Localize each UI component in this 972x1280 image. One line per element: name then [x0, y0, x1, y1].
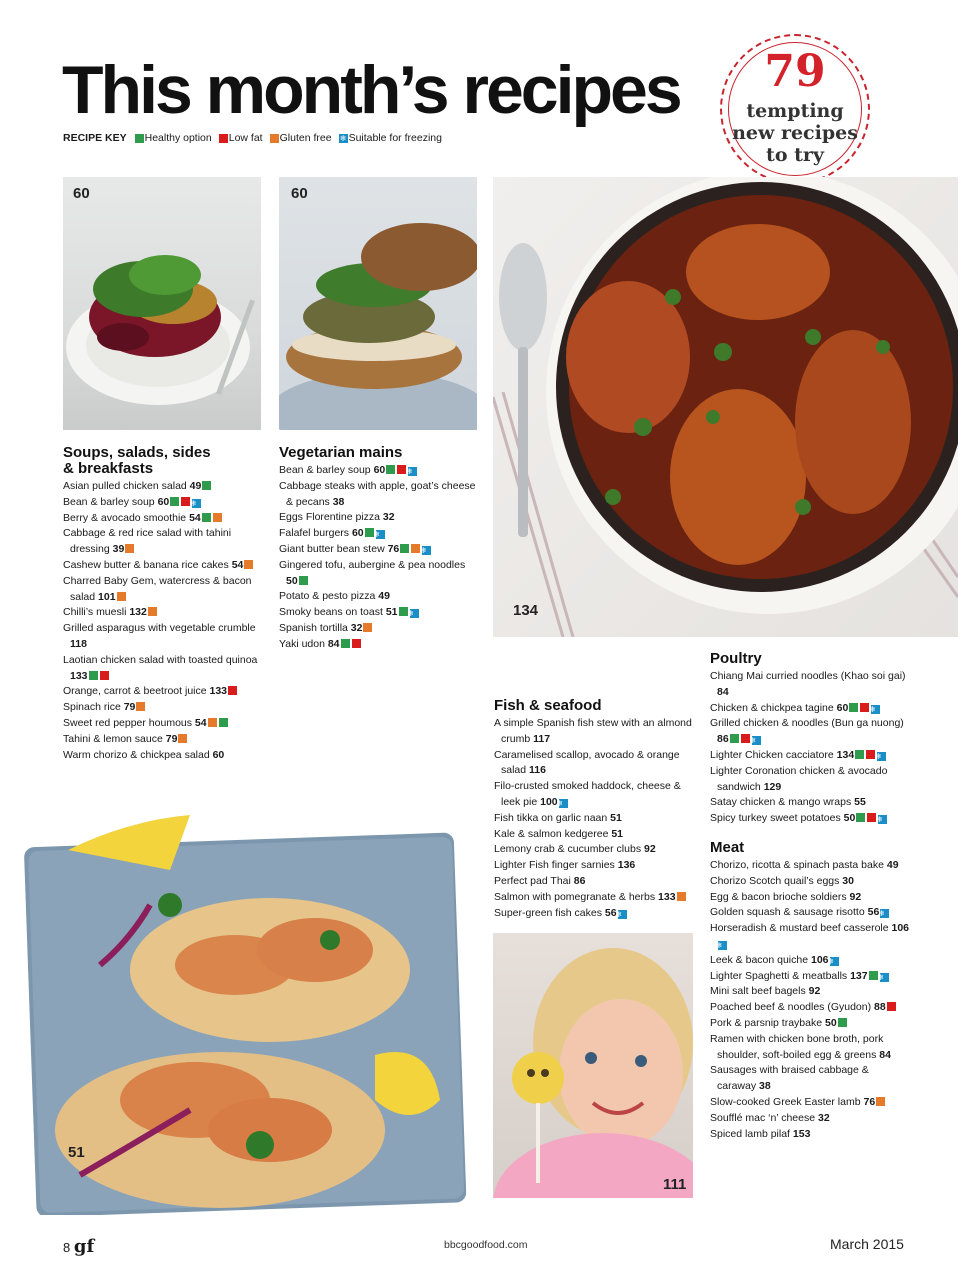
section-title: Poultry [710, 650, 762, 667]
recipe-item: Filo-crusted smoked haddock, cheese & leek pie 100❄ [494, 780, 681, 808]
green-square-icon [135, 134, 144, 143]
salad-photo [63, 177, 261, 430]
recipe-page: 30 [842, 874, 854, 887]
recipe-page: 84 [327, 637, 340, 650]
green-square-icon [730, 734, 739, 743]
girl-lollipop-photo [493, 933, 693, 1198]
recipe-page: 32 [350, 621, 363, 634]
green-square-icon [202, 481, 211, 490]
footer-date: March 2015 [830, 1236, 904, 1252]
recipe-page: 50 [843, 812, 856, 825]
recipe-page: 38 [759, 1080, 771, 1093]
snowflake-icon: ❄ [718, 941, 727, 950]
orange-square-icon [677, 892, 686, 901]
recipe-item: Cabbage & red rice salad with tahini dressing 39 [63, 527, 232, 556]
recipe-page: 38 [332, 495, 345, 508]
recipe-page: 50 [824, 1016, 837, 1029]
burger-photo [279, 177, 477, 430]
recipe-item: Pork & parsnip traybake 50 [710, 1016, 910, 1032]
green-square-icon [365, 528, 374, 537]
red-square-icon [887, 1002, 896, 1011]
recipe-item: Lemony crab & cucumber clubs 92 [494, 843, 656, 856]
recipe-item: Kale & salmon kedgeree 51 [494, 827, 624, 840]
recipe-page: 54 [231, 558, 244, 571]
recipe-item: Grilled chicken & noodles (Bun ga nuong) 86 ❄ [710, 717, 904, 746]
recipe-item: Golden squash & sausage risotto 56❄ [710, 905, 910, 921]
recipe-item: Yaki udon 84 [279, 637, 479, 653]
recipe-item: Charred Baby Gem, watercress & bacon salad 101 [63, 574, 252, 603]
recipe-item: Cashew butter & banana rice cakes 54 [63, 558, 263, 574]
green-square-icon [341, 639, 350, 648]
recipe-page: 79 [165, 732, 178, 745]
green-square-icon [399, 607, 408, 616]
recipe-page: 60 [373, 464, 386, 476]
recipe-page: 101 [98, 590, 116, 603]
recipe-item: Mini salt beef bagels 92 [710, 985, 821, 998]
recipe-item: Ramen with chicken bone broth, pork shoulder, soft-boiled egg & greens 84 [710, 1032, 891, 1061]
recipe-page: 49 [886, 859, 899, 871]
recipe-item: Spicy turkey sweet potatoes 50 ❄ [710, 811, 910, 827]
recipe-page: 153 [792, 1127, 811, 1140]
red-square-icon [352, 639, 361, 648]
section-poultry [710, 651, 910, 827]
green-square-icon [849, 703, 858, 712]
recipe-item: Chorizo, ricotta & spinach pasta bake 49 [710, 859, 899, 871]
recipe-page: 60 [836, 701, 849, 714]
recipe-page: 92 [643, 843, 656, 856]
snowflake-icon: ❄ [339, 133, 347, 143]
key-low-fat: Low fat [218, 132, 263, 144]
recipe-page: 118 [70, 637, 87, 650]
recipe-page: 39 [112, 543, 125, 556]
recipe-item: Lighter Fish finger sarnies 136 [494, 859, 636, 872]
orange-square-icon [117, 592, 126, 601]
seal-number: 79 [764, 46, 826, 97]
orange-square-icon [363, 623, 372, 632]
green-square-icon [869, 971, 878, 980]
recipe-item: Bean & barley soup 60 ❄ [279, 463, 479, 479]
orange-square-icon [411, 544, 420, 553]
recipe-page: 60 [351, 527, 364, 540]
section-title: Soups, salads, sides & breakfasts [63, 444, 211, 477]
recipe-page: 106 [891, 922, 910, 935]
recipe-page: 54 [194, 716, 207, 729]
orange-square-icon [125, 544, 134, 553]
green-square-icon [170, 497, 179, 506]
snowflake-icon: ❄ [192, 499, 201, 508]
section-vegetarian-mains [279, 445, 479, 653]
recipe-item: Falafel burgers 60 ❄ [279, 526, 479, 542]
recipe-page: 55 [854, 796, 866, 809]
recipe-item: Eggs Florentine pizza 32 [279, 511, 395, 524]
recipe-item: Gingered tofu, aubergine & pea noodles 50 [279, 558, 466, 587]
recipe-page: 84 [879, 1048, 891, 1061]
recipe-page: 86 [717, 733, 729, 746]
recipe-item: Caramelised scallop, avocado & orange salad 116 [494, 748, 680, 777]
fish-tikka-photo [20, 800, 468, 1215]
recipe-item: Chorizo Scotch quail’s eggs 30 [710, 874, 854, 887]
photo-page-number: 51 [68, 1144, 85, 1161]
snowflake-icon: ❄ [871, 705, 880, 714]
snowflake-icon: ❄ [422, 546, 431, 555]
orange-square-icon [136, 702, 145, 711]
recipe-page: 76 [387, 542, 400, 555]
snowflake-icon: ❄ [559, 799, 568, 808]
recipe-item: Grilled asparagus with vegetable crumble 118 [63, 622, 256, 650]
recipe-item: Super-green fish cakes 56❄ [494, 906, 694, 922]
recipe-page: 32 [817, 1111, 830, 1124]
recipe-page: 51 [610, 811, 622, 824]
snowflake-icon: ❄ [830, 957, 839, 966]
footer-page-number: 8 gf [63, 1236, 95, 1257]
green-square-icon [386, 465, 395, 474]
recipe-item: Satay chicken & mango wraps 55 [710, 796, 866, 809]
recipe-item: Fish tikka on garlic naan 51 [494, 811, 622, 824]
goodfood-logo: gf [73, 1236, 95, 1257]
recipe-count-seal [720, 34, 870, 184]
page-title: This month’s recipes [62, 52, 680, 128]
green-square-icon [202, 513, 211, 522]
recipe-item: Spanish tortilla 32 [279, 621, 479, 637]
red-square-icon [228, 686, 237, 695]
green-square-icon [89, 671, 98, 680]
orange-square-icon [244, 560, 253, 569]
orange-square-icon [876, 1097, 885, 1106]
section-fish-seafood [494, 698, 694, 921]
red-square-icon [219, 134, 228, 143]
key-freezing: ❄ Suitable for freezing [339, 132, 442, 144]
snowflake-icon: ❄ [878, 815, 887, 824]
red-square-icon [867, 813, 876, 822]
recipe-item: Smoky beans on toast 51 ❄ [279, 605, 479, 621]
recipe-item: Tahini & lemon sauce 79 [63, 732, 263, 748]
recipe-page: 76 [863, 1095, 876, 1108]
recipe-item: Chicken & chickpea tagine 60 ❄ [710, 701, 910, 717]
recipe-item: Slow-cooked Greek Easter lamb 76 [710, 1095, 910, 1111]
chicken-cacciatore-photo [493, 177, 958, 637]
green-square-icon [400, 544, 409, 553]
section-meat [710, 840, 910, 1142]
recipe-item: Poached beef & noodles (Gyudon) 88 [710, 1000, 910, 1016]
recipe-page: 132 [129, 606, 147, 619]
recipe-item: Soufflé mac ‘n’ cheese 32 [710, 1111, 830, 1124]
recipe-item: Sausages with braised cabbage & caraway 38 [710, 1064, 869, 1093]
orange-square-icon [148, 607, 157, 616]
orange-square-icon [213, 513, 222, 522]
recipe-page: 134 [836, 748, 855, 761]
recipe-page: 60 [157, 495, 170, 508]
recipe-item: Cabbage steaks with apple, goat’s cheese & pecans 38 [279, 479, 476, 508]
red-square-icon [866, 750, 875, 759]
recipe-page: 79 [123, 701, 136, 714]
recipe-page: 133 [209, 685, 228, 698]
recipe-item: Berry & avocado smoothie 54 [63, 511, 263, 527]
recipe-page: 137 [850, 969, 868, 982]
recipe-page: 133 [70, 669, 88, 682]
red-square-icon [741, 734, 750, 743]
snowflake-icon: ❄ [877, 752, 886, 761]
recipe-page: 51 [611, 827, 624, 840]
recipe-item: Lighter Chicken cacciatore 134 ❄ [710, 748, 910, 764]
recipe-item: Laotian chicken salad with toasted quinoa 133 [63, 653, 258, 682]
recipe-item: Sweet red pepper houmous 54 [63, 716, 263, 732]
snowflake-icon: ❄ [410, 609, 419, 618]
recipe-item: Bean & barley soup 60 ❄ [63, 495, 263, 511]
recipe-item: A simple Spanish fish stew with an almond crumb 117 [494, 717, 692, 745]
recipe-item: Salmon with pomegranate & herbs 133 [494, 890, 694, 906]
recipe-item: Egg & bacon brioche soldiers 92 [710, 890, 862, 903]
green-square-icon [299, 576, 308, 585]
green-square-icon [856, 813, 865, 822]
recipe-key [63, 132, 448, 144]
recipe-page: 100 [540, 795, 558, 808]
snowflake-icon: ❄ [376, 530, 385, 539]
recipe-page: 54 [189, 511, 201, 524]
recipe-page: 129 [763, 780, 782, 793]
green-square-icon [838, 1018, 847, 1027]
recipe-item: Orange, carrot & beetroot juice 133 [63, 684, 263, 700]
recipe-page: 60 [212, 748, 225, 761]
recipe-page: 86 [573, 874, 586, 887]
recipe-item: Lighter Coronation chicken & avocado sandwich 129 [710, 764, 888, 793]
orange-square-icon [270, 134, 279, 143]
recipe-page: 49 [378, 590, 390, 603]
recipe-item: Leek & bacon quiche 106❄ [710, 953, 910, 969]
red-square-icon [181, 497, 190, 506]
recipe-item: Horseradish & mustard beef casserole 106❄ [710, 922, 910, 950]
recipe-item: Asian pulled chicken salad 49 [63, 479, 263, 495]
snowflake-icon: ❄ [752, 736, 761, 745]
key-gluten-free: Gluten free [269, 132, 332, 144]
snowflake-icon: ❄ [880, 973, 889, 982]
red-square-icon [100, 671, 109, 680]
recipe-key-label: RECIPE KEY [63, 132, 127, 144]
recipe-item: Giant butter bean stew 76 ❄ [279, 542, 479, 558]
recipe-page: 49 [189, 480, 202, 492]
photo-page-number: 134 [513, 602, 539, 619]
orange-square-icon [208, 718, 217, 727]
recipe-page: 92 [849, 890, 862, 903]
section-soups-salads [63, 445, 263, 763]
recipe-item: Lighter Spaghetti & meatballs 137 ❄ [710, 969, 910, 985]
section-title: Vegetarian mains [279, 444, 403, 461]
recipe-page: 56 [604, 906, 617, 919]
section-title: Meat [710, 839, 745, 856]
recipe-page: 84 [717, 685, 729, 698]
recipe-page: 92 [808, 985, 821, 998]
red-square-icon [397, 465, 406, 474]
recipe-page: 106 [811, 953, 829, 966]
key-healthy: Healthy option [134, 132, 212, 144]
recipe-page: 88 [874, 1001, 886, 1014]
recipe-page: 133 [658, 890, 676, 903]
recipe-page: 32 [382, 511, 395, 524]
orange-square-icon [178, 734, 187, 743]
photo-page-number: 111 [663, 1176, 687, 1193]
green-square-icon [855, 750, 864, 759]
snowflake-icon: ❄ [618, 910, 627, 919]
footer-url: bbcgoodfood.com [444, 1239, 528, 1251]
seal-text: tempting new recipes to try [732, 100, 858, 166]
snowflake-icon: ❄ [880, 909, 889, 918]
green-square-icon [219, 718, 228, 727]
snowflake-icon: ❄ [408, 467, 417, 476]
recipe-page: 116 [529, 764, 546, 777]
photo-page-number: 60 [73, 185, 90, 202]
recipe-item: Spiced lamb pilaf 153 [710, 1127, 811, 1140]
section-title: Fish & seafood [494, 697, 602, 714]
photo-page-number: 60 [291, 185, 308, 202]
recipe-item: Chilli’s muesli 132 [63, 605, 263, 621]
recipe-page: 117 [533, 732, 551, 745]
recipe-page: 50 [286, 574, 298, 587]
recipe-item: Potato & pesto pizza 49 [279, 590, 390, 603]
recipe-item: Perfect pad Thai 86 [494, 874, 586, 887]
recipe-page: 56 [867, 906, 880, 919]
recipe-page: 136 [617, 859, 636, 872]
recipe-item: Chiang Mai curried noodles (Khao soi gai) 84 [710, 670, 906, 698]
recipe-item: Warm chorizo & chickpea salad 60 [63, 748, 225, 761]
recipe-page: 51 [385, 606, 398, 619]
recipe-item: Spinach rice 79 [63, 700, 263, 716]
red-square-icon [860, 703, 869, 712]
